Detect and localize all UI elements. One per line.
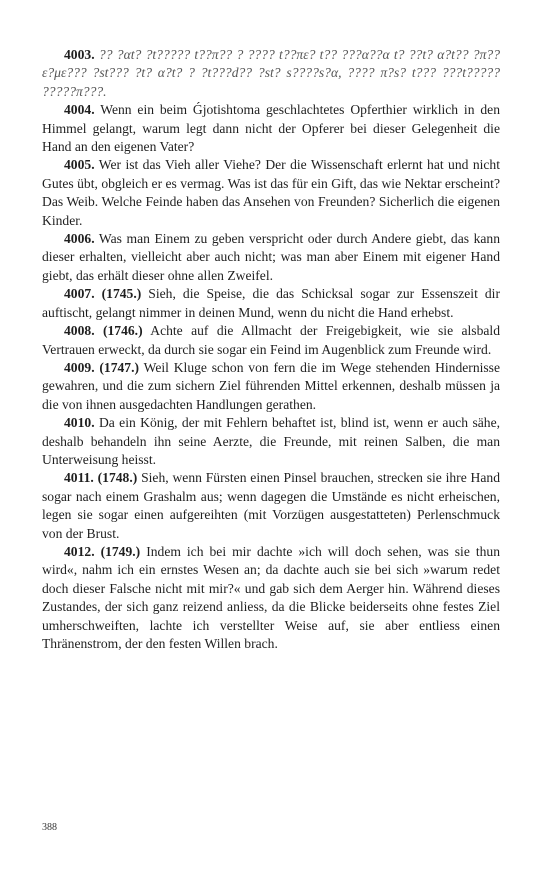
entry-number: 4012. (1749.)	[64, 543, 141, 559]
entry-4012	[42, 543, 500, 653]
entry-number: 4007. (1745.)	[64, 286, 142, 302]
entry-text: Wenn ein beim Ǵjotishtoma geschlachtetes Opferthier wirklich in den Himmel gelangt, warum legt dann nicht der Opferer bei dieser Gelegenheit die Hand an den eigenen Vater?	[42, 102, 500, 155]
page-number: 388	[42, 822, 57, 833]
entry-number: 4005.	[64, 157, 95, 173]
entry-4010	[42, 414, 500, 469]
entry-number: 4006.	[64, 231, 95, 247]
entry-text: ?? ?αt? ?t????? t??π?? ? ???? t??πε? t?? ???α??α t? ??t? α?t?? ?π??ε?με??? ?st??? ?t? α?t? ? ?t???d?? ?st? s????s?α, ???? π?s? t??? ???t????? ?????π???.	[42, 47, 500, 99]
entry-4005	[42, 156, 500, 230]
entry-number: 4011. (1748.)	[64, 470, 138, 486]
entry-text: Indem ich bei mir dachte »ich will doch sehen, was sie thun wird«, nahm ich ein ernstes Wesen an; da dachte auch sie bei sich »warum redet doch dieser Falsche nicht mit mir?« und gab sich dem Aerger hin. Während dieses Zustandes, der sich ganz reizend anliess, da die Blicke beiderseits ohne festes Ziel umherschweiften, lachte ich verstellter Weise auf, sie aber entliess einen Thränenstrom, der den festen Willen brach.	[42, 543, 500, 651]
entry-text: Weil Kluge schon von fern die im Wege stehenden Hindernisse gewahren, und die zum sichern Ziel führenden Mittel erkennen, deshalb müssen ja die von ihnen ausgedachten Handlungen gerathen.	[42, 359, 501, 412]
entry-4008	[42, 322, 500, 359]
entry-4007	[42, 285, 500, 322]
entry-4011	[42, 469, 500, 543]
entry-text: Da ein König, der mit Fehlern behaftet ist, blind ist, wenn er auch sähe, deshalb behandeln ihn seine Aerzte, die Freunde, mit reinen Salben, die man Unterweisung heisst.	[42, 415, 500, 467]
entry-text: Sieh, wenn Fürsten einen Pinsel brauchen, strecken sie ihre Hand sogar nach einem Grashalm aus; wenn dagegen die Umstände es nicht erheischen, legen sie sogar einen aufgereihten (mit Vorzügen ausgestatteten) Perlenschmuck von der Brust.	[42, 470, 500, 541]
entry-number: 4009. (1747.)	[64, 359, 140, 375]
entry-4009	[42, 359, 500, 414]
entry-text: Achte auf die Allmacht der Freigebigkeit, wie sie alsbald Vertrauen erweckt, da durch sie sogar ein Feind im Augenblick zum Freunde wird.	[42, 323, 501, 357]
entry-text: Sieh, die Speise, die das Schicksal sogar zur Essenszeit dir auftischt, gelangt nimmer in deinen Mund, wenn du nicht die Hand erhebst.	[42, 286, 500, 320]
entry-text: Wer ist das Vieh aller Viehe? Der die Wissenschaft erlernt hat und nicht Gutes übt, obgleich er es vermag. Was ist das für ein Gift, das wie Nektar erscheint? Das Weib. Welche Feinde haben das Ansehen von Freunden? Sicherlich die eigenen Kinder.	[42, 157, 500, 228]
entry-number: 4008. (1746.)	[64, 323, 143, 339]
entry-text: Was man Einem zu geben verspricht oder durch Andere giebt, das kann dieser erhalten, vielleicht aber auch nicht; was man aber Einem mit eigener Hand giebt, das erhält dieser ohne allen Zweifel.	[42, 231, 501, 283]
entry-4003	[42, 46, 500, 101]
entry-number: 4004.	[64, 102, 95, 118]
entry-4006	[42, 230, 500, 285]
entry-number: 4010.	[64, 415, 95, 431]
entry-number: 4003.	[64, 47, 95, 62]
page-body	[42, 46, 500, 653]
entry-4004	[42, 101, 500, 156]
